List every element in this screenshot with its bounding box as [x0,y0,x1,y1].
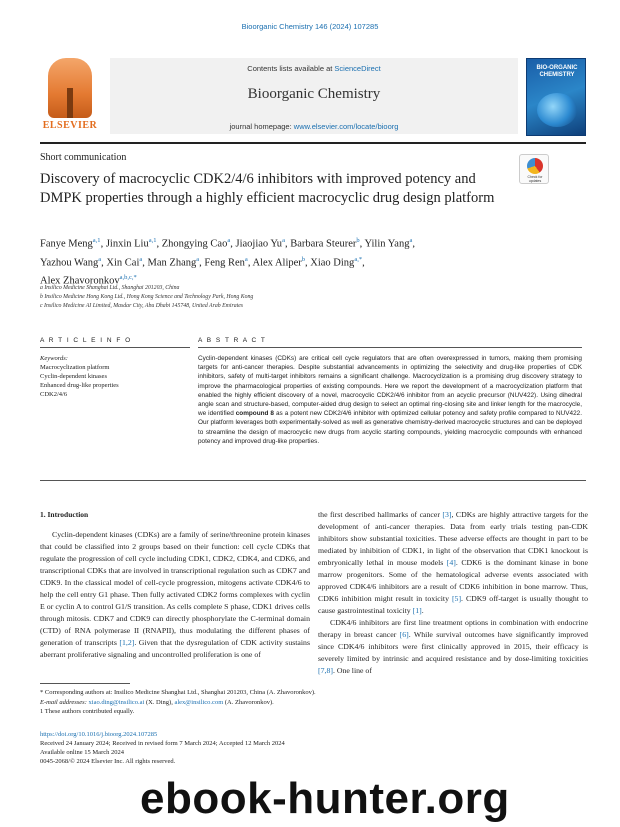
citation-link[interactable]: [6] [399,630,409,639]
abstract-rule [198,347,582,348]
author-name[interactable]: Yilin Yang [364,238,410,250]
journal-masthead [40,58,586,138]
author-affiliation-mark[interactable]: a [196,255,200,263]
body-text: the first described hallmarks of cancer [318,510,443,519]
keywords-block [40,354,190,399]
contents-prefix: Contents lists available at [247,64,335,73]
email-line [40,698,580,708]
affiliation-item: b Insilico Medicine Hong Kong Ltd., Hong Kong Science and Technology Park, Hong Kong [40,294,254,300]
doi-link[interactable]: https://doi.org/10.1016/j.bioorg.2024.107285 [40,731,158,738]
abstract-part-2: as a potent new CDK2/4/6 inhibitor with optimized cellular potency and safety profile compared to NUV422. Our platform leverages both experimentally-solved as well as generative chemistry-derived macrocyclic structures and can be deployed to streamline the design of macrocyclic new drugs from acyclic starting compounds, yielding macrocyclic compounds with enhanced potency and improved drug-like properties. [198,410,582,445]
elsevier-tree-icon [48,58,92,118]
abstract-text [198,354,582,446]
body-paragraph [40,529,310,661]
citation-link[interactable]: [1] [412,606,422,615]
cover-art [537,93,577,127]
journal-homepage-link[interactable]: www.elsevier.com/locate/bioorg [293,122,399,131]
body-column-right [318,509,588,677]
footnotes [40,688,580,717]
masthead-rule [40,142,586,144]
journal-name: Bioorganic Chemistry [247,86,381,102]
citation-link[interactable]: [7,8] [318,666,333,675]
check-for-updates-badge[interactable] [519,154,549,184]
affiliation-item: a Insilico Medicine Shanghai Ltd., Shanghai 201203, China [40,285,180,291]
email-link[interactable]: xiao.ding@insilico.ai [88,698,145,706]
homepage-prefix: journal homepage: [229,122,294,131]
body-text: . While survival outcomes have significantly improved since CDK4/6 inhibitors were first clinically approved in 2015, their efficacy is severely limited by intrinsic and acquired resistance and by dose-limiting toxicities [318,630,588,663]
online-date: Available online 15 March 2024 [40,749,124,756]
publication-info [40,730,340,766]
equal-contribution-note: 1 These authors contributed equally. [40,708,135,715]
article-info-heading: A R T I C L E I N F O [40,337,132,344]
copyright-line: 0045-2068/© 2024 Elsevier Inc. All rights reserved. [40,758,176,765]
received-dates: Received 24 January 2024; Received in revised form 7 March 2024; Accepted 12 March 2024 [40,740,285,747]
keyword-item: Macrocyclization platform [40,364,110,371]
body-text: . One line of [332,666,372,675]
author-affiliation-mark[interactable]: a [139,255,143,263]
affiliations [40,284,560,311]
abstract-part-1: Cyclin-dependent kinases (CDKs) are critical cell cycle regulators that are often overexpressed in tumors, making them promising targets for anti-cancer therapies. Despite substantial advancements in optimizing the selectivity and drug-like properties of CDK inhibitors, safety of multi-target inhibitors remains a significant challenge. Macrocyclization is a promising drug discovery strategy to improve the pharmacological properties of existing compounds. Here we report the development of a macrocyclization platform that enabled the highly efficient discovery of a novel, macrocyclic CDK2/4/6 inhibitor from an acyclic precursor (NUV422). Using dihedral angle scan and structure-based, computer-aided drug design to select an optimal ring-closing site and linker length for the macrocycle, we identified [198,355,582,418]
citation-link[interactable]: [3] [442,510,452,519]
check-for-updates-icon [527,158,543,174]
body-text: . Given that the dysregulation of CDK activity sustains aberrant proliferative signaling and uncontrolled proliferation is one of [40,638,310,659]
keyword-item: CDK2/4/6 [40,391,68,398]
keywords-title: Keywords: [40,355,68,362]
body-text: CDK4/6 inhibitors are first line treatment options in combination with endocrine therapy in breast cancer [318,618,588,639]
journal-cover-image[interactable] [526,58,586,136]
citation-link[interactable]: [1,2] [119,638,135,647]
body-text: , CDKs are highly attractive targets for the development of anti-cancer therapies. Data from early trials testing pan-CDK inhibitors show substantial toxicities. These adverse effects are thought in part to be mediated by inhibition of CDK1, in light of the observation that CDK1 knockout is embryonically lethal in mouse models [318,510,588,567]
affiliation-item: c Insilico Medicine AI Limited, Masdar City, Abu Dhabi 145748, United Arab Emirates [40,303,244,309]
elsevier-wordmark: ELSEVIER [42,120,98,131]
author-affiliation-mark[interactable]: a [282,237,285,244]
body-text: . [421,606,424,615]
article-type: Short communication [40,152,127,163]
cover-title: BIO-ORGANIC CHEMISTRY [536,65,578,78]
author-list: Fanye Meng$^{a,1}$, Jinxin Liu$^{a,1}$, Zhongying Cao$^a$, Jiaojiao Yu$^a$, Barbara Steurer$^b$, Yilin Yang$^a$, Yazhou Wang$^a$, Xin Cai$^a$, Man Zhang$^a$, Feng Ren$^a$, Alex Aliper$^b$, Xiao Ding$^{a,*}$, Alex Zhavoronkov$^{a,b,c,*}$ [40,237,415,287]
author-affiliation-mark[interactable]: a,* [354,255,363,263]
keyword-item: Cyclin-dependent kinases [40,373,107,380]
homepage-line [110,122,518,131]
abstract-bottom-rule [40,480,586,481]
email-link[interactable]: alex@insilico.com [174,698,224,706]
author-affiliation-mark[interactable]: a,b,c,* [119,274,137,281]
body-text: . CDK6 is the dominant kinase in bone marrow progenitors. Some of the hematological adverse events associated with approved CDK4/6 inhibitors are a result of CDK6 inhibition in bone marrow. Thus, CDK6 inhibition might result in toxicity [318,558,588,603]
footnote-rule [40,683,130,684]
body-text: . CDK9 off-target is usually thought to cause gastrointestinal toxicity [318,594,588,615]
email-label: E-mail addresses: [40,698,89,706]
masthead-center-panel [110,58,518,134]
body-paragraph [318,617,588,677]
author-affiliation-mark[interactable]: a [409,237,413,244]
author-name[interactable]: Zhongying Cao [161,238,228,250]
author-name[interactable]: Jinxin Liu [105,238,149,250]
check-for-updates-label: Check for updates [527,175,543,183]
body-column-left [40,509,310,661]
citation-link[interactable]: [5] [451,594,462,603]
keyword-item: Enhanced drug-like properties [40,382,119,389]
section-heading-introduction: 1. Introduction [40,510,89,519]
author-name[interactable]: Yazhou Wang [40,257,99,268]
author-name[interactable]: Alex Zhavoronkov [40,275,120,287]
author-affiliation-mark[interactable]: b [356,237,360,244]
abstract-compound-bold: compound 8 [235,410,274,418]
author-affiliation-mark[interactable]: b [301,255,306,263]
email-owner: (A. Zhavoronkov). [223,698,274,706]
article-title: Discovery of macrocyclic CDK2/4/6 inhibitors with improved potency and DMPK properties through a highly efficient macrocyclic drug design platform [40,171,495,206]
author-affiliation-mark[interactable]: a [227,237,231,244]
watermark-text: ebook-hunter.org [140,774,510,823]
author-name[interactable]: Xin Cai [106,257,140,268]
author-name[interactable]: Fanye Meng [40,238,93,250]
email-owner: (X. Ding), [144,698,175,706]
author-affiliation-mark[interactable]: a [244,255,248,263]
sciencedirect-link[interactable]: ScienceDirect [334,64,381,73]
author-name[interactable]: Jiaojiao Yu [235,238,283,250]
abstract-heading: A B S T R A C T [198,337,267,344]
citation-link[interactable]: [4] [446,558,456,567]
author-name[interactable]: Barbara Steurer [290,238,357,250]
author-affiliation-mark[interactable]: a,1 [92,237,101,244]
author-name[interactable]: Xiao Ding [310,257,355,268]
body-text: Cyclin-dependent kinases (CDKs) are a family of serine/threonine protein kinases that could be classified into 2 groups based on their function: cell cycle CDKs that regulate the progression of cell cycle including CDK1, CDK2, CDK4, and CDK6, and transcriptional CDKs that are involved in transcriptional regulation such as CDK7 and CDK9. In the classical model of cell-cycle progression, mitogens activate CDK4/6 to help the cell entry G1 phase. Then fully activated CDK2 forms complexes with cyclin E or cyclin A to control G1/S transition. As cells complete S phase, CDK1 drives cells through mitosis. CDK7 and CDK9 can directly phosphorylate the C-terminal domain (CTD) of RNA polymerase II (RNAPII), thus modulating the different phases of generation of transcripts [40,530,310,647]
author-affiliation-mark[interactable]: a,1 [148,237,157,244]
article-info-rule [40,347,190,348]
author-name[interactable]: Man Zhang [147,257,197,268]
body-paragraph [318,509,588,617]
journal-citation-link[interactable]: Bioorganic Chemistry 146 (2024) 107285 [241,22,379,31]
author-affiliation-mark[interactable]: a [98,255,102,263]
author-name[interactable]: Feng Ren [204,257,245,268]
elsevier-logo[interactable] [40,58,100,136]
contents-line [110,64,518,73]
author-name[interactable]: Alex Aliper [252,257,302,268]
corresponding-author-note: * Corresponding authors at: Insilico Medicine Shanghai Ltd., Shanghai 201203, China (A. Zhavoronkov). [40,689,316,696]
